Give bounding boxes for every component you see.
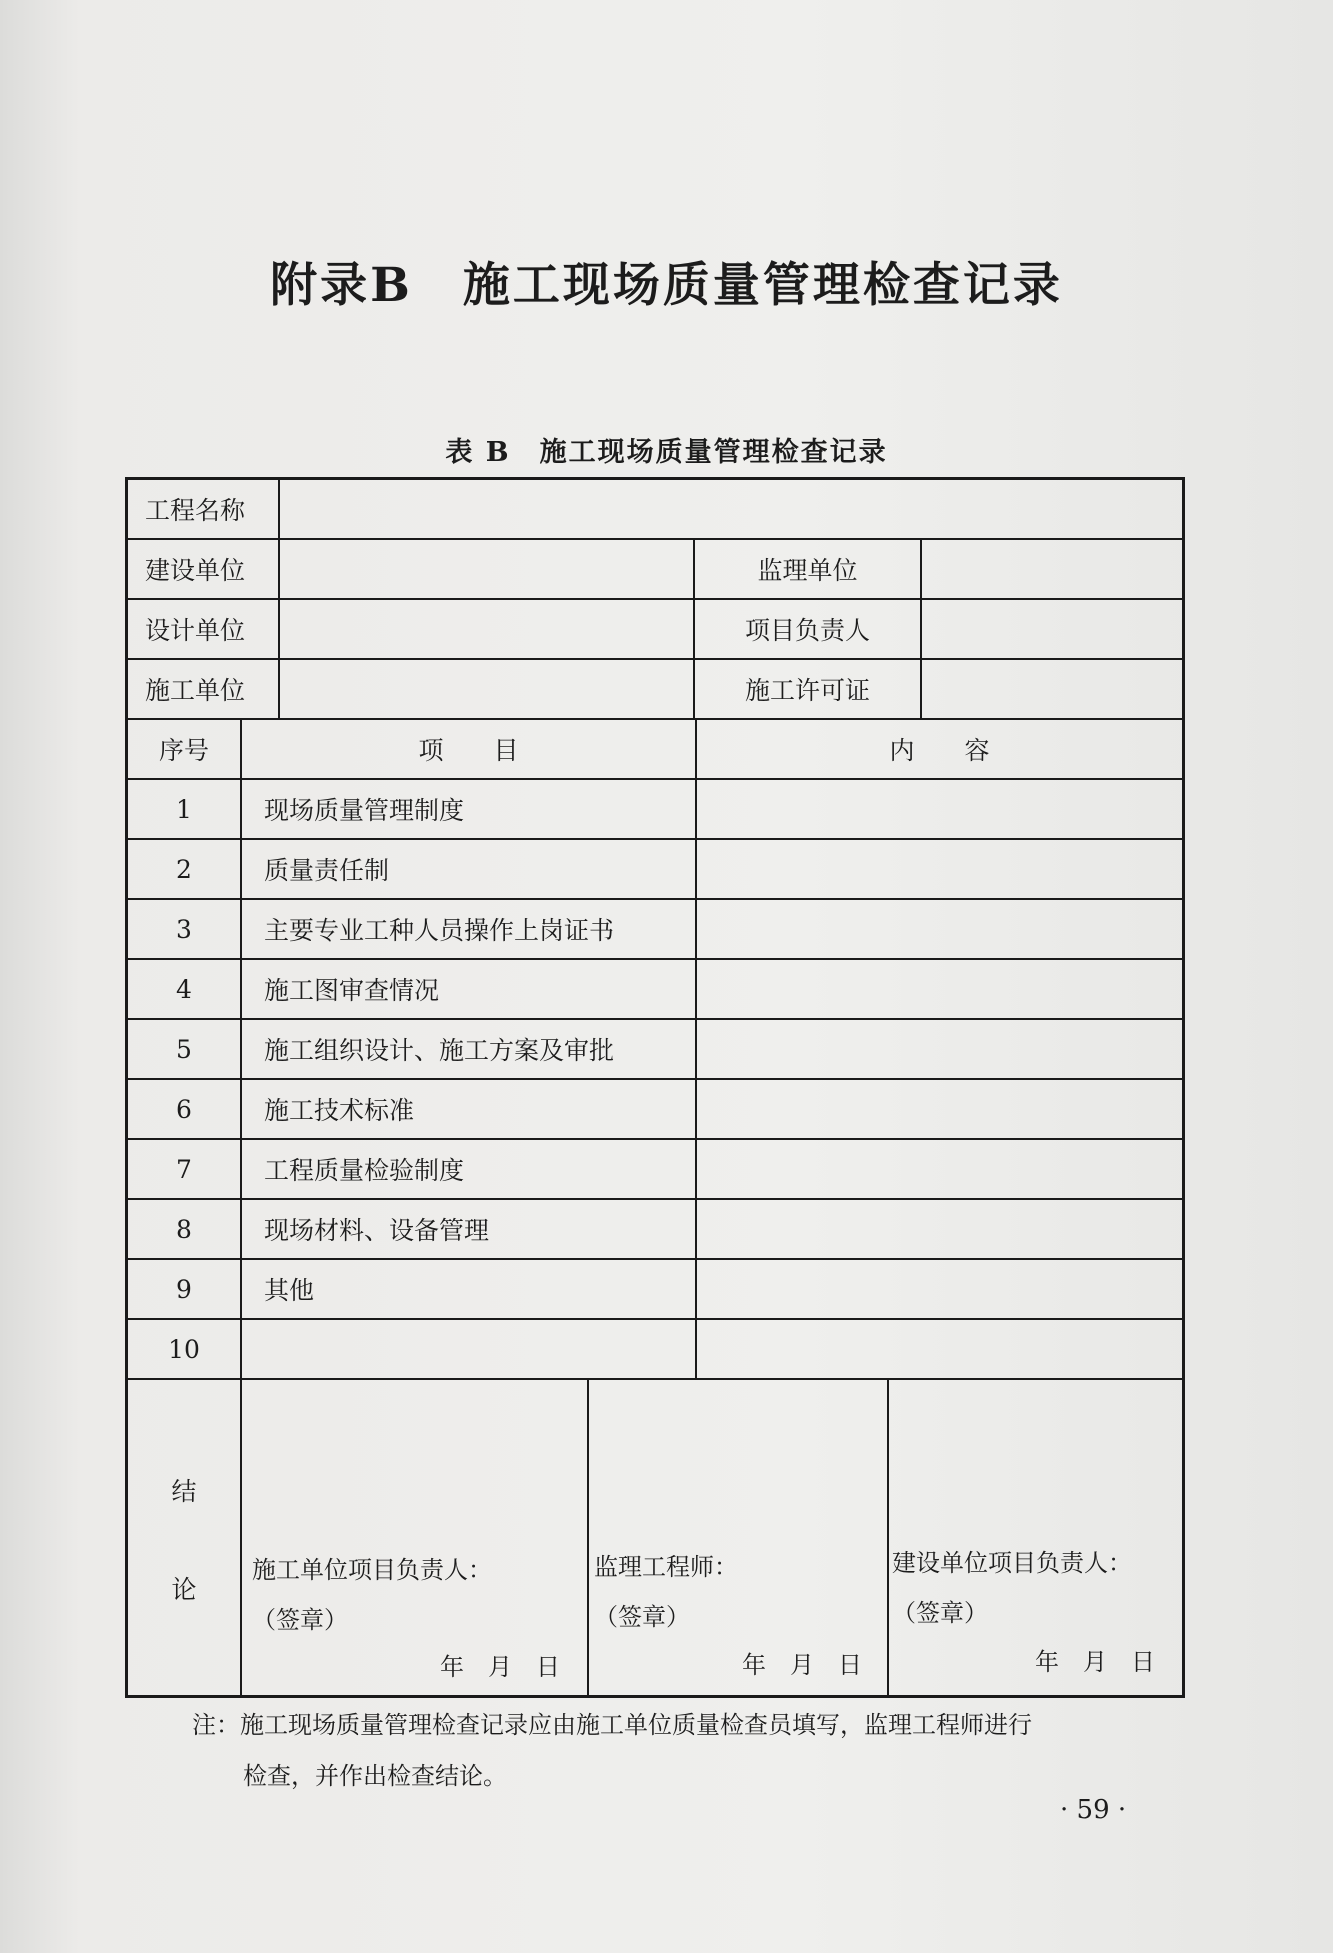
row-number: 4 <box>176 974 192 1004</box>
table-border-right <box>1182 477 1185 1698</box>
label-supervision-unit: 监理单位 <box>757 556 858 585</box>
rule <box>125 658 1185 660</box>
row-item: 主要专业工种人员操作上岗证书 <box>264 916 615 945</box>
row-item: 质量责任制 <box>264 856 390 885</box>
rule <box>887 1378 889 1695</box>
row-item: 施工图审查情况 <box>264 976 440 1005</box>
row-number: 2 <box>176 854 192 884</box>
page-number: · 59 · <box>1060 1795 1127 1825</box>
label-project-name: 工程名称 <box>145 496 246 525</box>
page-title: 附录B 施工现场质量管理检查记录 <box>270 258 1063 313</box>
row-number: 6 <box>176 1094 192 1124</box>
rule <box>920 538 922 718</box>
label-design-unit: 设计单位 <box>145 616 246 645</box>
label-construction-unit: 建设单位 <box>145 556 246 585</box>
row-number: 3 <box>176 914 192 944</box>
table-caption: 表 B 施工现场质量管理检查记录 <box>445 437 888 468</box>
row-number: 1 <box>176 794 192 824</box>
row-item: 施工技术标准 <box>264 1096 415 1125</box>
supervisor-title: 监理工程师： <box>594 1553 738 1581</box>
row-number: 5 <box>176 1034 192 1064</box>
conclusion-label-top: 结 <box>171 1477 197 1506</box>
owner-seal: （签章） <box>892 1599 988 1627</box>
supervisor-seal: （签章） <box>594 1603 690 1631</box>
row-item: 现场材料、设备管理 <box>264 1216 490 1245</box>
label-contractor-unit: 施工单位 <box>145 676 246 705</box>
owner-date: 年 月 日 <box>1035 1648 1155 1676</box>
table-border-top <box>125 477 1185 480</box>
supervisor-date: 年 月 日 <box>742 1651 862 1679</box>
row-number: 7 <box>176 1154 192 1184</box>
column-header-item: 项 目 <box>418 736 519 765</box>
rule <box>125 538 1185 540</box>
column-header-content: 内 容 <box>889 736 990 765</box>
table-border-bottom <box>125 1695 1185 1698</box>
row-number: 10 <box>168 1334 200 1364</box>
rule <box>240 718 242 1695</box>
rule <box>587 1378 589 1695</box>
rule <box>278 477 280 718</box>
column-header-seq: 序号 <box>158 736 209 765</box>
row-number: 8 <box>176 1214 192 1244</box>
footnote-line-1: 注：施工现场质量管理检查记录应由施工单位质量检查员填写，监理工程师进行 <box>192 1711 1032 1739</box>
contractor-date: 年 月 日 <box>440 1653 560 1681</box>
row-item: 工程质量检验制度 <box>264 1156 465 1185</box>
rule <box>125 598 1185 600</box>
owner-leader-title: 建设单位项目负责人： <box>892 1549 1132 1577</box>
footnote-line-2: 检查，并作出检查结论。 <box>243 1762 507 1790</box>
contractor-seal: （签章） <box>252 1606 348 1634</box>
rule <box>125 1378 1185 1380</box>
conclusion-label-bottom: 论 <box>171 1575 197 1604</box>
row-item: 其他 <box>264 1276 315 1305</box>
rule <box>695 718 697 1378</box>
label-project-leader: 项目负责人 <box>744 616 870 645</box>
contractor-leader-title: 施工单位项目负责人： <box>252 1556 492 1584</box>
row-item: 施工组织设计、施工方案及审批 <box>264 1036 615 1065</box>
row-item <box>264 1320 694 1378</box>
row-number: 9 <box>176 1274 192 1304</box>
row-item: 现场质量管理制度 <box>264 796 465 825</box>
label-construction-permit: 施工许可证 <box>744 676 870 705</box>
